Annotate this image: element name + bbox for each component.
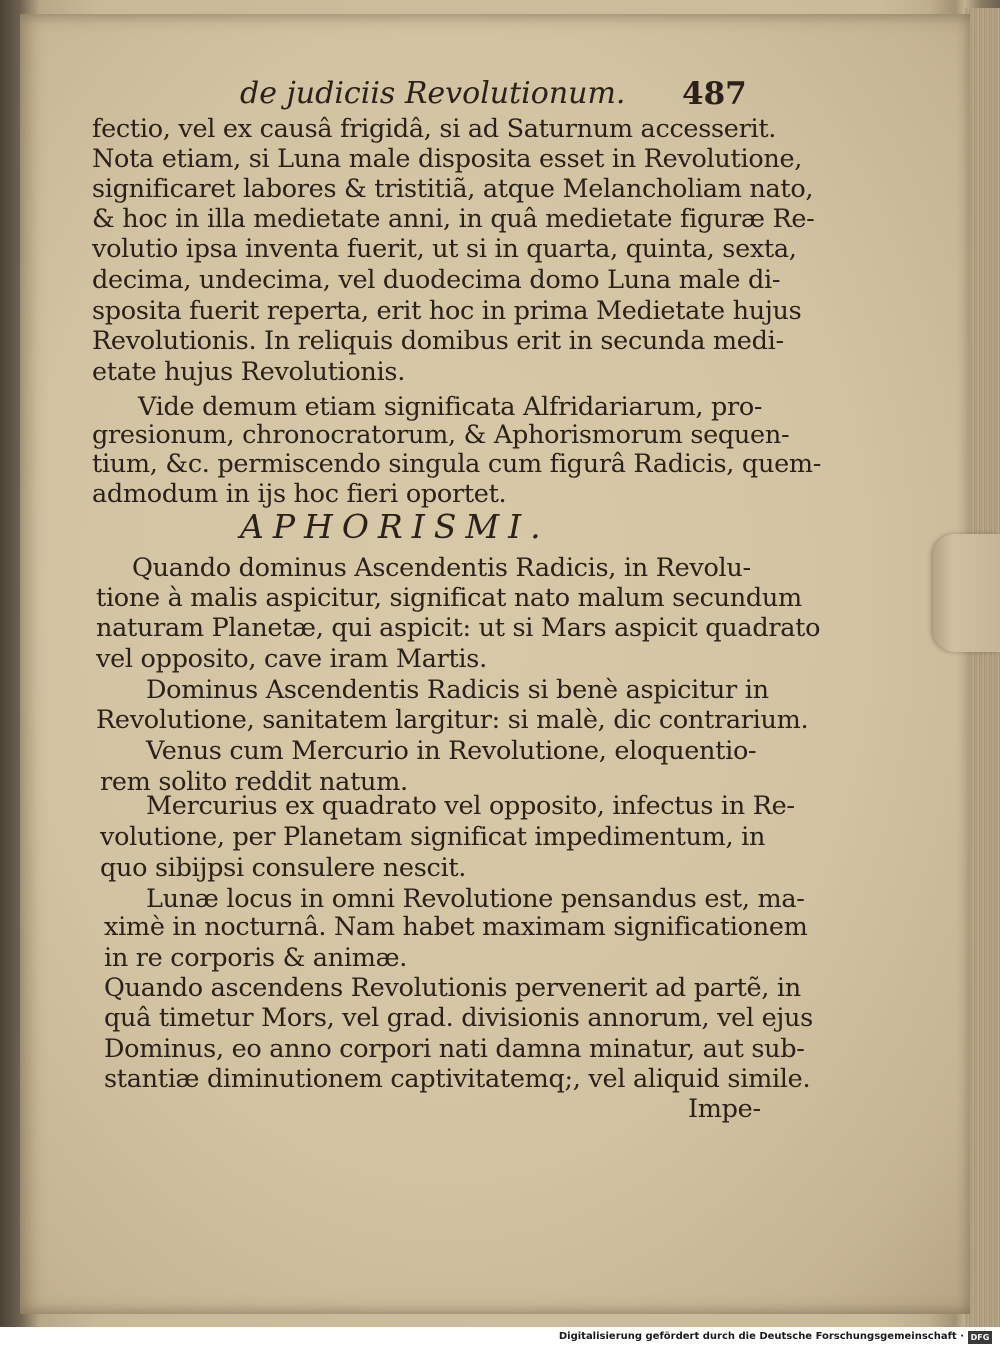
text-line: ximè in nocturnâ. Nam habet maximam significationem <box>104 912 808 942</box>
running-title: de judiciis Revolutionum. <box>240 76 626 111</box>
footer-bar <box>0 1327 1000 1348</box>
text-line: tium, &c. permiscendo singula cum figurâ Radicis, quem- <box>92 449 822 479</box>
text-line: Quando dominus Ascendentis Radicis, in Revolu- <box>132 553 751 583</box>
catchword: Impe- <box>688 1094 761 1124</box>
text-line: tione à malis aspicitur, significat nato malum secundum <box>96 583 802 613</box>
text-line: admodum in ijs hoc fieri oportet. <box>92 479 507 509</box>
text-line: in re corporis & animæ. <box>104 943 408 973</box>
text-line: Revolutionis. In reliquis domibus erit in secunda medi- <box>92 326 784 356</box>
text-line: & hoc in illa medietate anni, in quâ medietate figuræ Re- <box>92 204 815 234</box>
text-line: fectio, vel ex causâ frigidâ, si ad Saturnum accesserit. <box>92 114 777 144</box>
dfg-credit: Digitalisierung gefördert durch die Deutsche Forschungsgemeinschaft · <box>558 1331 964 1342</box>
text-line: Lunæ locus in omni Revolutione pensandus est, ma- <box>146 884 805 914</box>
text-line: Revolutione, sanitatem largitur: si malè, dic contrarium. <box>96 705 809 735</box>
section-title: APHORISMI. <box>240 507 550 546</box>
page-number: 487 <box>682 76 747 112</box>
text-line: quâ timetur Mors, vel grad. divisionis annorum, vel ejus <box>104 1003 813 1033</box>
text-line: stantiæ diminutionem captivitatemq;, vel aliquid simile. <box>104 1064 811 1094</box>
text-line: Quando ascendens Revolutionis pervenerit ad partẽ, in <box>104 973 801 1003</box>
text-line: Dominus Ascendentis Radicis si benè aspicitur in <box>146 675 769 705</box>
text-line: gresionum, chronocratorum, & Aphorismorum sequen- <box>92 420 790 450</box>
text-line: Vide demum etiam significata Alfridariarum, pro- <box>138 392 763 422</box>
text-line: Dominus, eo anno corpori nati damna minatur, aut sub- <box>104 1034 805 1064</box>
text-line: sposita fuerit reperta, erit hoc in prima Medietate hujus <box>92 296 802 326</box>
text-line: etate hujus Revolutionis. <box>92 357 406 387</box>
text-line: vel opposito, cave iram Martis. <box>96 644 487 674</box>
text-line: Venus cum Mercurio in Revolutione, eloquentio- <box>146 736 757 766</box>
text-line: rem solito reddit natum. <box>100 767 408 797</box>
text-line: Mercurius ex quadrato vel opposito, infectus in Re- <box>146 791 795 821</box>
text-line: quo sibijpsi consulere nescit. <box>100 853 467 883</box>
text-line: Nota etiam, si Luna male disposita esset in Revolutione, <box>92 144 803 174</box>
text-line: naturam Planetæ, qui aspicit: ut si Mars aspicit quadrato <box>96 613 821 643</box>
text-line: volutio ipsa inventa fuerit, ut si in quarta, quinta, sexta, <box>92 234 797 264</box>
text-line: volutione, per Planetam significat impedimentum, in <box>100 822 766 852</box>
text-line: significaret labores & tristitiã, atque Melancholiam nato, <box>92 174 814 204</box>
dfg-logo: DFG <box>968 1331 992 1344</box>
text-line: decima, undecima, vel duodecima domo Luna male di- <box>92 265 781 295</box>
